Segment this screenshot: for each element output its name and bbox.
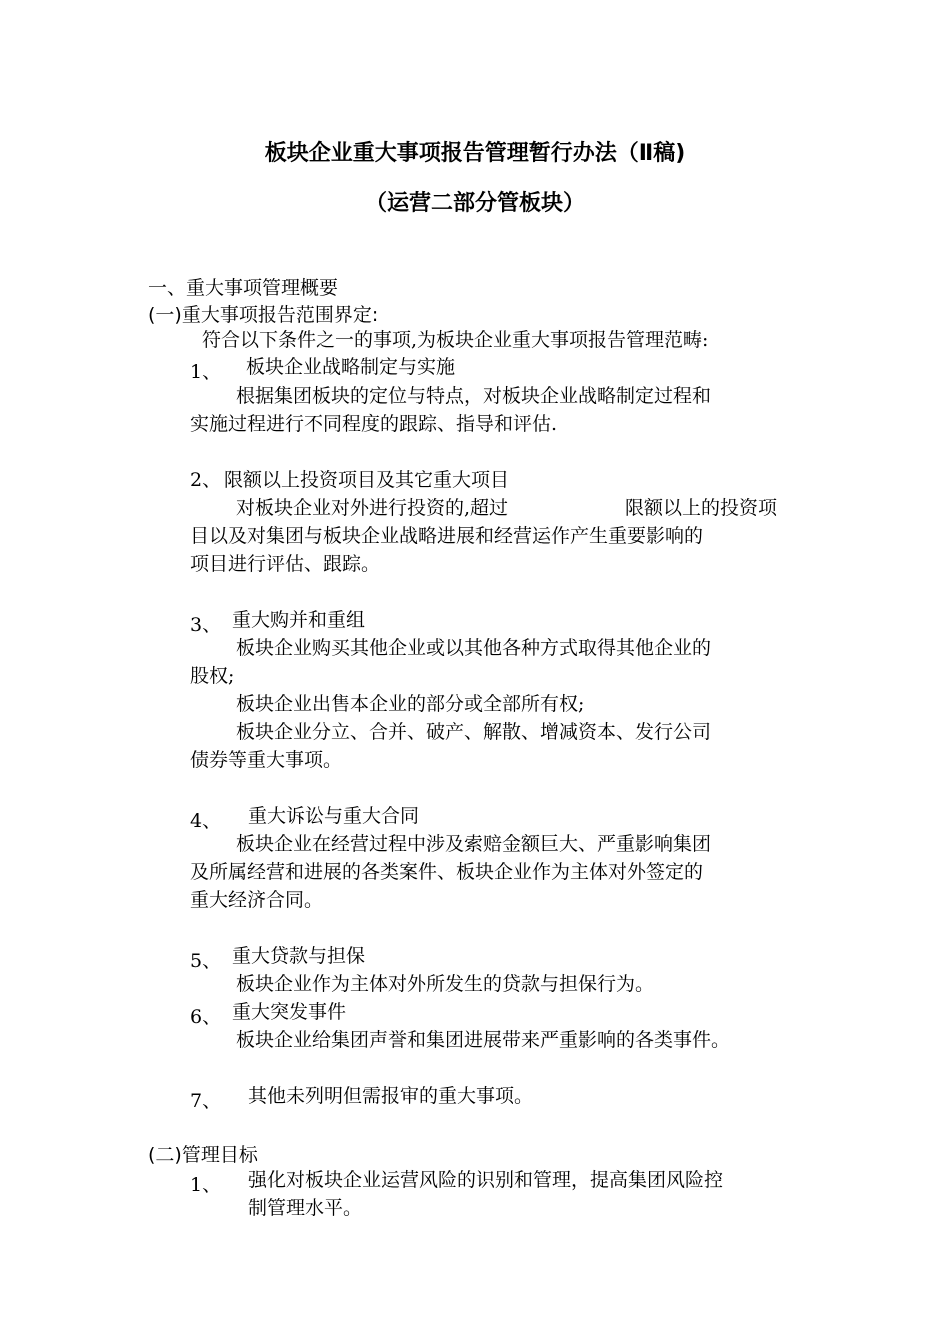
paragraph-line: 对板块企业对外进行投资的,超过	[236, 497, 509, 519]
subsection-heading: (一)重大事项报告范围界定:	[148, 304, 379, 326]
document-subtitle: （运营二部分管板块）	[364, 191, 585, 216]
item-number: 7、	[190, 1090, 222, 1112]
item-number: 4、	[190, 810, 222, 832]
paragraph-line: 根据集团板块的定位与特点，对板块企业战略制定过程和	[236, 385, 712, 407]
item-title: 限额以上投资项目及其它重大项目	[224, 469, 510, 491]
item-title: 板块企业战略制定与实施	[246, 356, 456, 378]
paragraph-line: 板块企业作为主体对外所发生的贷款与担保行为。	[236, 973, 655, 995]
paragraph-line: 板块企业出售本企业的部分或全部所有权;	[236, 693, 585, 715]
intro-paragraph: 符合以下条件之一的事项,为板块企业重大事项报告管理范畴:	[202, 329, 709, 351]
paragraph-line: 板块企业分立、合并、破产、解散、增减资本、发行公司	[236, 721, 712, 743]
item-title: 重大诉讼与重大合同	[248, 805, 420, 827]
paragraph-line: 目以及对集团与板块企业战略进展和经营运作产生重要影响的	[190, 525, 704, 547]
paragraph-line: 重大经济合同。	[190, 889, 324, 911]
item-number: 1、	[190, 1174, 222, 1196]
item-title: 重大贷款与担保	[232, 945, 366, 967]
document-title: 板块企业重大事项报告管理暂行办法（Ⅱ稿)	[264, 141, 686, 166]
paragraph-line: 股权;	[190, 665, 235, 687]
item-title: 重大突发事件	[232, 1001, 347, 1023]
paragraph-line: 及所属经营和进展的各类案件、板块企业作为主体对外签定的	[190, 861, 704, 883]
item-title: 重大购并和重组	[232, 609, 366, 631]
paragraph-line: 实施过程进行不同程度的跟踪、指导和评估.	[190, 413, 558, 435]
paragraph-line: 强化对板块企业运营风险的识别和管理，提高集团风险控	[248, 1169, 724, 1191]
section-heading: 一、重大事项管理概要	[148, 277, 339, 299]
paragraph-line: 板块企业购买其他企业或以其他各种方式取得其他企业的	[236, 637, 712, 659]
subsection-heading: (二)管理目标	[148, 1144, 258, 1166]
item-number: 1、	[190, 361, 222, 383]
paragraph-line: 制管理水平。	[248, 1197, 363, 1219]
paragraph-line: 债券等重大事项。	[190, 749, 343, 771]
item-title: 其他未列明但需报审的重大事项。	[248, 1085, 534, 1107]
paragraph-line: 限额以上的投资项	[625, 497, 778, 519]
paragraph-line: 板块企业在经营过程中涉及索赔金额巨大、严重影响集团	[236, 833, 712, 855]
paragraph-line: 项目进行评估、跟踪。	[190, 553, 381, 575]
item-number: 2、	[190, 469, 222, 491]
item-number: 3、	[190, 614, 222, 636]
paragraph-line: 板块企业给集团声誉和集团进展带来严重影响的各类事件。	[236, 1029, 731, 1051]
item-number: 6、	[190, 1006, 222, 1028]
item-number: 5、	[190, 950, 222, 972]
